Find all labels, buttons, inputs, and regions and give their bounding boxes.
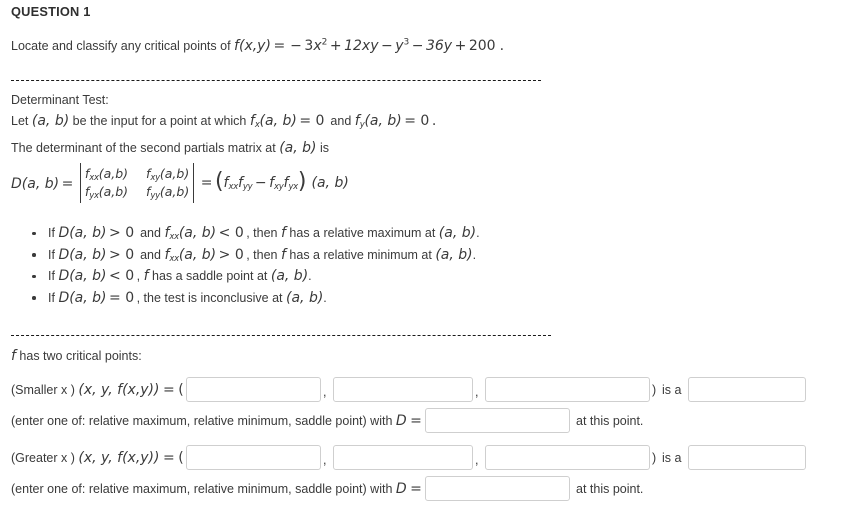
smaller-comma-2: ,	[475, 385, 479, 399]
condition-period: .	[431, 113, 437, 129]
term5-sign: +	[454, 38, 467, 54]
conjunction-and: and	[330, 114, 352, 128]
matrix-cell-11: $f_{xx}(a,b)$	[84, 165, 129, 183]
smaller-note-equals: =	[410, 413, 422, 429]
smaller-f-value-input[interactable]	[485, 377, 650, 402]
D-symbol: D	[11, 175, 22, 192]
smaller-note-text: (enter one of: relative maximum, relative minimum, saddle point) with	[11, 414, 393, 428]
smaller-x-tuple: (x, y, f(x,y))	[78, 382, 160, 398]
equals-sign: =	[273, 38, 286, 54]
greater-comma-2: ,	[475, 453, 479, 467]
term2-sign: +	[329, 38, 342, 54]
determinant-definition-line	[11, 140, 329, 156]
list-item: If D(a, b) < 0 , f has a saddle point at (a, b).	[28, 265, 480, 287]
expansion-open-paren: (	[214, 169, 224, 195]
fx-subscript: x	[254, 119, 260, 130]
expansion-equals: =	[200, 175, 213, 192]
greater-x-open-paren: (	[178, 450, 184, 466]
smaller-x-qualifier: (Smaller x )	[11, 383, 75, 397]
term3-exponent: 3	[403, 37, 410, 48]
expansion-point-ab: (a, b)	[311, 175, 349, 192]
smaller-classification-input[interactable]	[688, 377, 806, 402]
smaller-close-paren: )	[652, 383, 657, 397]
list-item: If D(a, b) > 0 and $f_{xx}(a$, b) > 0 , then f has a relative minimum at (a, b).	[28, 244, 480, 266]
greater-note-suffix: at this point.	[576, 482, 644, 496]
term3-variable: y	[395, 38, 404, 54]
greater-note-D: D	[395, 481, 407, 497]
term4-sign: −	[411, 38, 424, 54]
fy-subscript: y	[359, 119, 365, 130]
problem-statement	[11, 37, 504, 54]
prompt-period: .	[499, 38, 505, 54]
fy-equals-zero: = 0	[404, 113, 430, 129]
list-item: If D(a, b) = 0 , the test is inconclusive at (a, b).	[28, 287, 480, 309]
determinant-definition-text: The determinant of the second partials matrix at	[11, 141, 276, 155]
point-ab: (a, b)	[31, 113, 70, 129]
smaller-x-equals: =	[162, 382, 175, 398]
fx-equals-zero: = 0	[299, 113, 325, 129]
determinant-equation	[11, 163, 349, 203]
smaller-y-value-input[interactable]	[333, 377, 473, 402]
smaller-note	[11, 413, 422, 429]
fx-args: (a, b)	[259, 113, 297, 129]
determinant-test-heading-text: Determinant Test:	[11, 93, 109, 107]
prompt-lead: Locate and classify any critical points of	[11, 39, 231, 53]
section-divider-top	[11, 80, 541, 81]
determinant-expansion: = $(f_{xx}f_{yy} - f_{xy}f_{yx})$ (a, b)	[198, 174, 349, 192]
critical-points-intro	[11, 348, 142, 364]
greater-y-value-input[interactable]	[333, 445, 473, 470]
smaller-x-open-paren: (	[178, 382, 184, 398]
determinant-test-heading	[11, 93, 109, 107]
greater-d-value-input[interactable]	[425, 476, 570, 501]
function-args: (x,y)	[238, 38, 271, 54]
fx-symbol: f	[249, 113, 255, 129]
expansion-close-paren: )	[297, 169, 307, 195]
smaller-is-a-label: is a	[662, 383, 682, 397]
greater-x-value-input[interactable]	[186, 445, 321, 470]
fy-symbol: f	[354, 113, 360, 129]
second-partials-matrix	[85, 166, 189, 201]
fy-args: (a, b)	[364, 113, 402, 129]
determinant-test-condition	[11, 112, 436, 131]
D-args: (a, b)	[21, 175, 60, 192]
classification-rules-list	[28, 222, 480, 308]
greater-comma-1: ,	[323, 453, 327, 467]
section-divider-bottom	[11, 335, 551, 336]
term1-sign: −	[290, 38, 302, 54]
term3-sign: −	[380, 38, 393, 54]
let-prefix: Let	[11, 114, 29, 128]
smaller-d-value-input[interactable]	[425, 408, 570, 433]
greater-is-a-label: is a	[662, 451, 682, 465]
greater-x-tuple: (x, y, f(x,y))	[78, 450, 160, 466]
greater-x-label	[11, 450, 184, 466]
list-item: If D(a, b) > 0 and $f_{xx}(a$, b) < 0 , then f has a relative maximum at (a, b).	[28, 222, 480, 244]
smaller-x-label	[11, 382, 184, 398]
matrix-cell-12: $f_{xy}(a,b)$	[146, 165, 190, 183]
term1-coefficient: 3	[304, 38, 314, 54]
intro-text: has two critical points:	[19, 349, 142, 363]
let-body: be the input for a point at which	[72, 114, 247, 128]
determinant-equals: =	[61, 175, 74, 192]
term1-exponent: 2	[321, 37, 328, 48]
greater-close-paren: )	[652, 451, 657, 465]
smaller-note-D: D	[395, 413, 407, 429]
greater-note-text: (enter one of: relative maximum, relative minimum, saddle point) with	[11, 482, 393, 496]
intro-f-symbol: f	[11, 348, 16, 364]
greater-f-value-input[interactable]	[485, 445, 650, 470]
term1-variable: x	[313, 38, 322, 54]
term5: 200	[468, 38, 496, 54]
matrix-right-bar	[193, 163, 194, 203]
smaller-note-suffix: at this point.	[576, 414, 644, 428]
determinant-is: is	[319, 141, 330, 155]
greater-note-equals: =	[410, 481, 422, 497]
determinant-point-ab: (a, b)	[279, 140, 317, 156]
page-title: QUESTION 1	[11, 4, 91, 19]
greater-x-qualifier: (Greater x )	[11, 451, 75, 465]
term2: 12xy	[344, 38, 379, 54]
term4: 36y	[425, 38, 453, 54]
matrix-cell-22: $f_{yy}(a,b)$	[146, 183, 190, 201]
smaller-comma-1: ,	[323, 385, 327, 399]
smaller-x-value-input[interactable]	[186, 377, 321, 402]
function-name: f	[234, 38, 239, 54]
greater-classification-input[interactable]	[688, 445, 806, 470]
greater-note	[11, 481, 422, 497]
greater-x-equals: =	[162, 450, 175, 466]
matrix-cell-21: $f_{yx}(a,b)$	[84, 183, 129, 201]
expansion-minus: −	[254, 175, 267, 192]
matrix-left-bar	[80, 163, 81, 203]
